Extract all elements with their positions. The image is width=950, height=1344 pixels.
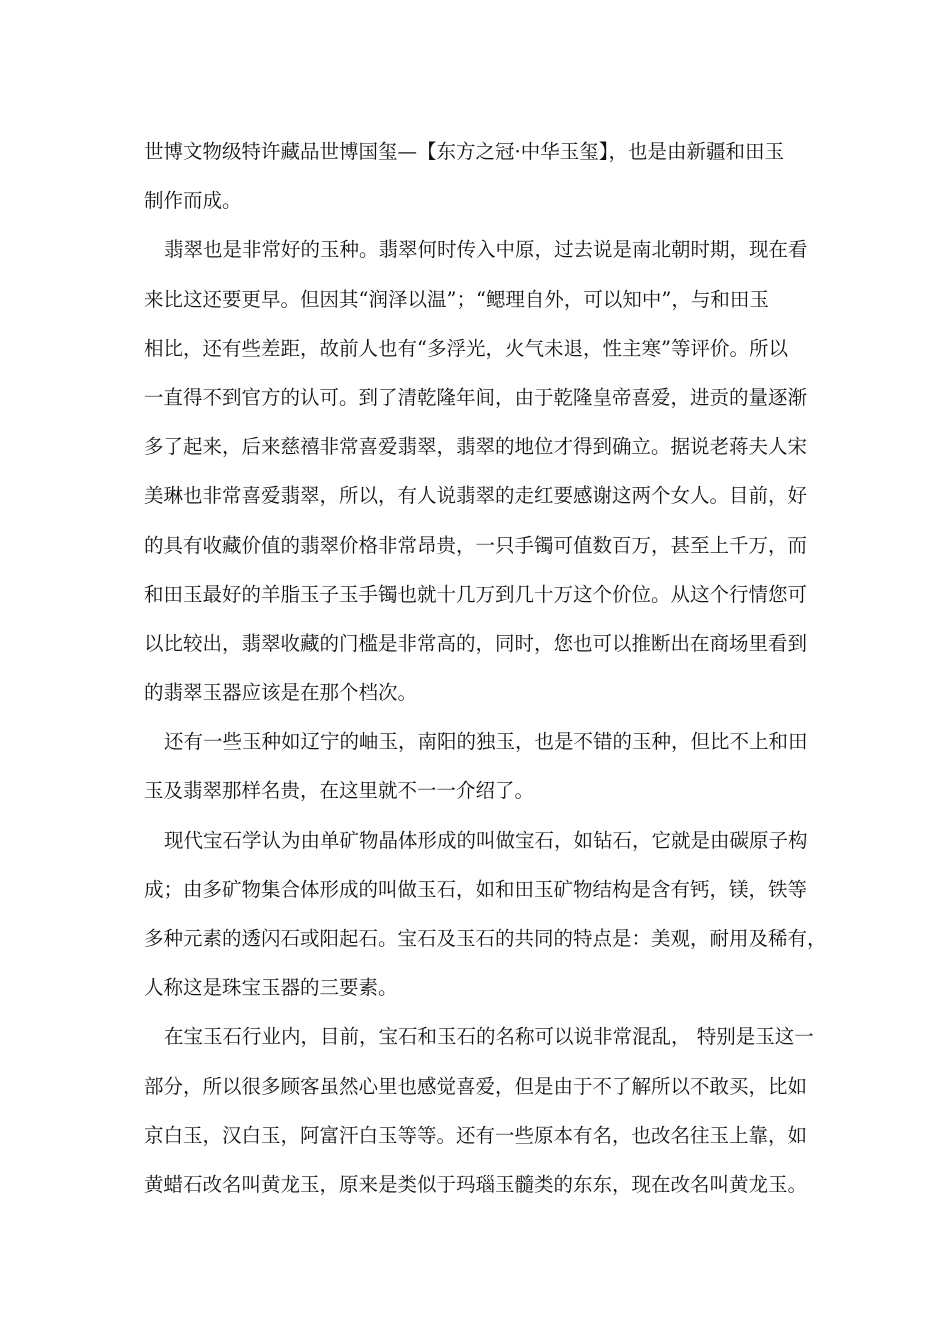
text-line: 的翡翠玉器应该是在那个档次。 [144, 681, 418, 705]
text-line: 的具有收藏价值的翡翠价格非常昂贵，一只手镯可值数百万，甚至上千万，而 [144, 533, 808, 557]
text-line: 世博文物级特许藏品世博国玺—【东方之冠·中华玉玺】，也是由新疆和田玉 [144, 140, 784, 163]
paragraph-start-line: 翡翠也是非常好的玉种。翡翠何时传入中原，过去说是南北朝时期，现在看 [164, 238, 808, 262]
text-line: 多种元素的透闪石或阳起石。宝石及玉石的共同的特点是：美观，耐用及稀有， [144, 927, 827, 950]
text-line: 部分，所以很多顾客虽然心里也感觉喜爱，但是由于不了解所以不敢买，比如 [144, 1074, 808, 1098]
text-line: 人称这是珠宝玉器的三要素。 [144, 976, 398, 1000]
text-line: 来比这还要更早。但因其“润泽以温”；“鳃理自外，可以知中”，与和田玉 [144, 287, 769, 311]
text-line: 黄蜡石改名叫黄龙玉，原来是类似于玛瑙玉髓类的东东，现在改名叫黄龙玉。 [144, 1172, 808, 1196]
text-line: 多了起来，后来慈禧非常喜爱翡翠，翡翠的地位才得到确立。据说老蒋夫人宋 [144, 435, 808, 459]
text-line: 美琳也非常喜爱翡翠，所以，有人说翡翠的走红要感谢这两个女人。目前，好 [144, 484, 808, 508]
text-line: 和田玉最好的羊脂玉子玉手镯也就十几万到几十万这个价位。从这个行情您可 [144, 582, 808, 606]
text-line: 相比，还有些差距，故前人也有“多浮光，火气未退，性主寒”等评价。所以 [144, 336, 788, 360]
text-line: 一直得不到官方的认可。到了清乾隆年间，由于乾隆皇帝喜爱，进贡的量逐渐 [144, 385, 808, 409]
paragraph-start-line: 在宝玉石行业内，目前，宝石和玉石的名称可以说非常混乱， 特别是玉这一 [164, 1025, 814, 1049]
document-body [144, 127, 827, 1209]
text-line: 制作而成。 [144, 189, 242, 213]
text-line: 以比较出，翡翠收藏的门槛是非常高的，同时，您也可以推断出在商场里看到 [144, 631, 808, 655]
text-line: 成；由多矿物集合体形成的叫做玉石，如和田玉矿物结构是含有钙，镁，铁等 [144, 877, 808, 901]
text-line: 玉及翡翠那样名贵，在这里就不一一介绍了。 [144, 779, 535, 803]
paragraph-start-line: 还有一些玉种如辽宁的岫玉，南阳的独玉，也是不错的玉种，但比不上和田 [164, 730, 808, 754]
paragraph-start-line: 现代宝石学认为由单矿物晶体形成的叫做宝石，如钻石，它就是由碳原子构 [164, 828, 808, 852]
text-line: 京白玉，汉白玉，阿富汗白玉等等。还有一些原本有名，也改名往玉上靠，如 [144, 1123, 808, 1147]
